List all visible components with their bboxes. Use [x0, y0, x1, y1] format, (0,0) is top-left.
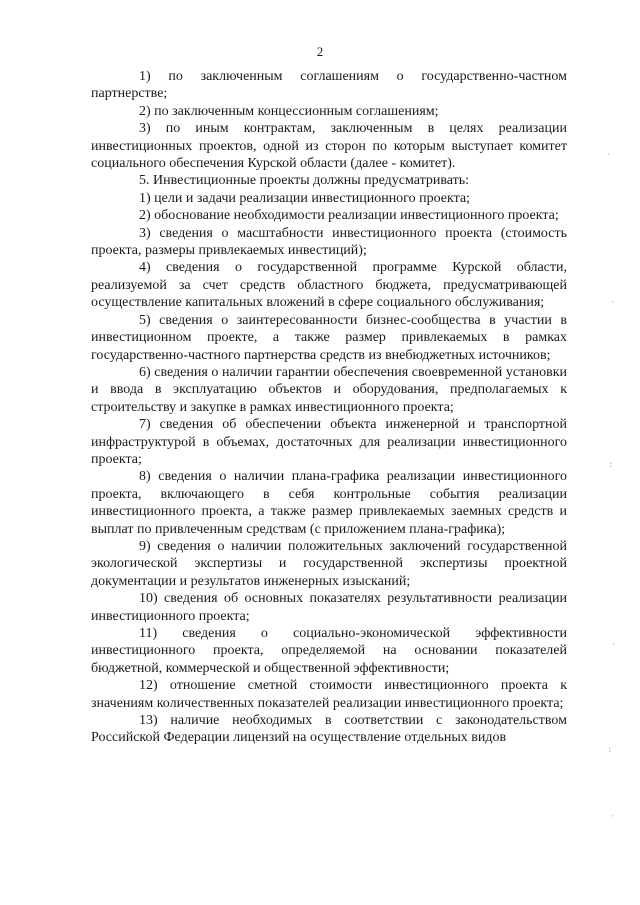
paragraph-10: 6) сведения о наличии гарантии обеспечения своевременной установки и ввода в эксплуатацию объектов и оборудования, предполагаемых к строительству и закупке в рамках инвестиционного проекта; — [91, 364, 567, 415]
paragraph-16: 12) отношение сметной стоимости инвестиционного проекта к значениям количественных показателей реализации инвестиционного проекта; — [91, 678, 567, 711]
page-number: 2 — [316, 44, 324, 59]
paragraph-5: 1) цели и задачи реализации инвестиционного проекта; — [139, 190, 470, 206]
scan-mark: · — [610, 298, 616, 308]
paragraph-17: 13) наличие необходимых в соответствии с законодательством Российской Федерации лицензий на осуществление отдельных видов — [91, 713, 567, 746]
paragraph-3: 3) по иным контрактам, заключенным в целях реализации инвестиционных проектов, одной из сторон по которым выступает комитет социального обеспечения Курской области (далее - комитет). — [91, 121, 567, 172]
document-body — [91, 68, 567, 747]
paragraph-9: 5) сведения о заинтересованности бизнес-сообщества в участии в инвестиционном проекте, а также размер привлекаемых в рамках государственно-частного партнерства средств из внебюджетных источников; — [91, 312, 567, 363]
paragraph-8: 4) сведения о государственной программе Курской области, реализуемой за счет средств областного бюджета, предусматривающей осуществление капитальных вложений в сфере социального обслуживания; — [91, 260, 567, 311]
paragraph-15: 11) сведения о социально-экономической эффективности инвестиционного проекта, определяемой на основании показателей бюджетной, коммерческой и общественной эффективности; — [91, 626, 567, 676]
paragraph-12: 8) сведения о наличии плана-графика реализации инвестиционного проекта, включающего в себя контрольные события реализации инвестиционного проекта, а также размер привлекаемых заемных средств и выплат по привлеченным средствам (с приложением плана-графика); — [91, 469, 567, 537]
paragraph-13: 9) сведения о наличии положительных заключений государственной экологической экспертизы и государственной экспертизы проектной документации и результатов инженерных изысканий; — [91, 538, 567, 589]
paragraph-1: 1) по заключенным соглашениям о государственно-частном партнерстве; — [91, 69, 567, 102]
scan-mark: · — [611, 640, 617, 650]
scan-mark: · — [606, 150, 612, 160]
paragraph-4: 5. Инвестиционные проекты должны предусматривать: — [139, 173, 470, 189]
scan-mark: : — [608, 460, 614, 470]
paragraph-2: 2) по заключенным концессионным соглашениям; — [139, 103, 439, 119]
paragraph-14: 10) сведения об основных показателях результативности реализации инвестиционного проекта; — [91, 591, 567, 624]
scan-mark: · — [610, 812, 616, 822]
scan-mark: : — [607, 745, 613, 755]
paragraph-11: 7) сведения об обеспечении объекта инженерной и транспортной инфраструктурой в объемах, достаточных для реализации инвестиционного проекта; — [91, 417, 567, 467]
paragraph-6: 2) обоснование необходимости реализации инвестиционного проекта; — [139, 208, 559, 224]
paragraph-7: 3) сведения о масштабности инвестиционного проекта (стоимость проекта, размеры привлекаемых инвестиций); — [91, 225, 567, 259]
